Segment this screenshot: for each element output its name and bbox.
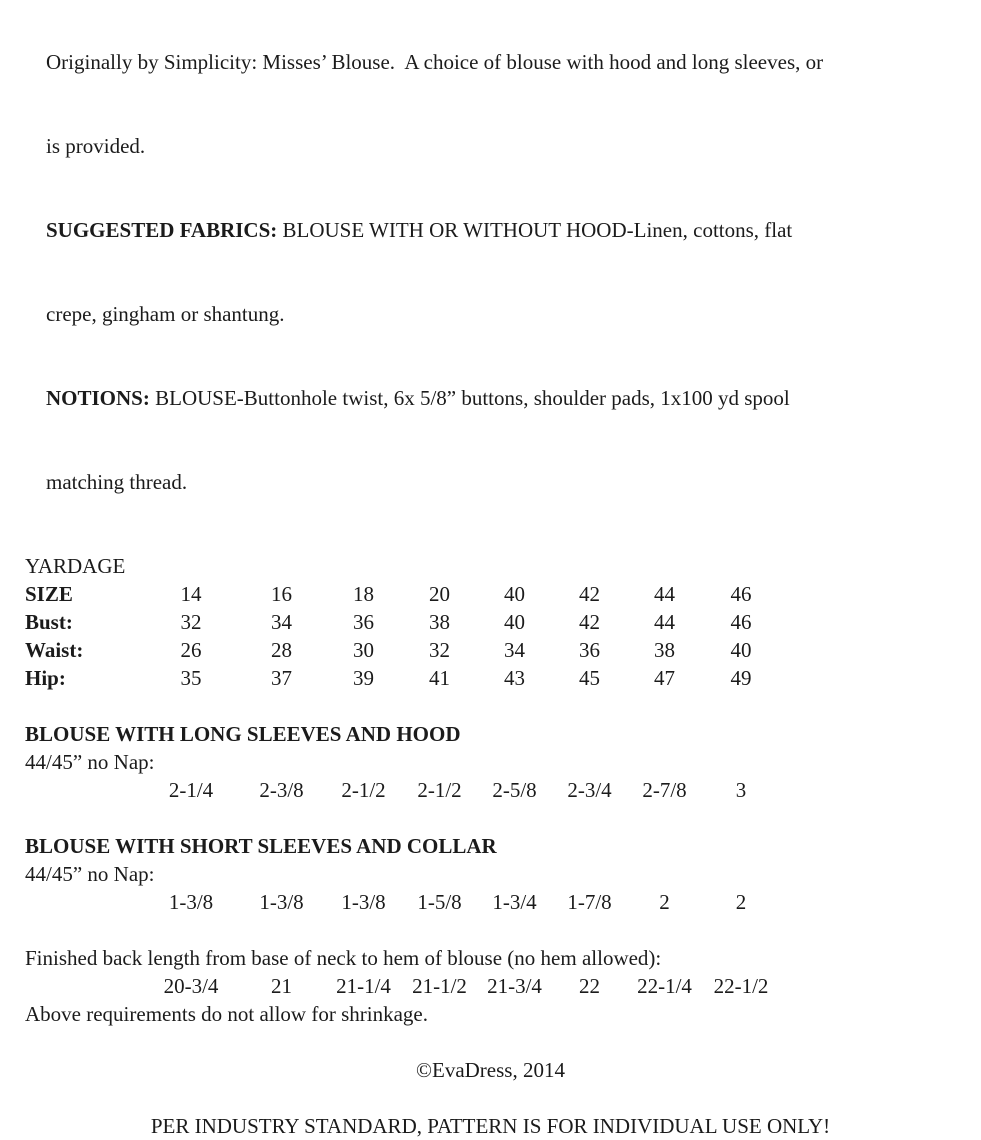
suggested-fabrics-line <box>25 272 956 356</box>
yardage-value: 1-3/4 <box>492 890 537 914</box>
bust-value: 38 <box>429 610 450 634</box>
notions-line <box>25 440 956 524</box>
size-value: 40 <box>504 582 525 606</box>
yardage-value: 2-1/4 <box>168 778 214 802</box>
bust-value: 44 <box>654 610 675 634</box>
notions-label: NOTIONS: <box>46 386 150 410</box>
back-length-value: 21 <box>271 974 292 998</box>
waist-value: 26 <box>180 638 202 662</box>
long-sleeves-yardage-row <box>25 776 956 804</box>
size-value: 14 <box>180 582 202 606</box>
hip-table-row <box>25 664 956 692</box>
size-value: 20 <box>429 582 450 606</box>
size-value: 18 <box>353 582 374 606</box>
row-indent <box>25 972 144 1000</box>
yardage-value: 1-5/8 <box>417 890 462 914</box>
intro-line <box>25 104 956 188</box>
size-value: 16 <box>271 582 292 606</box>
size-table-row <box>25 580 956 608</box>
blank-line <box>25 804 956 832</box>
waist-value: 34 <box>504 638 525 662</box>
hip-row-label: Hip: <box>25 666 66 690</box>
suggested-fabrics-text: crepe, gingham or shantung. <box>46 302 285 326</box>
hip-value: 39 <box>353 666 374 690</box>
blank-line <box>25 524 956 552</box>
blank-line <box>25 692 956 720</box>
license-line: PER INDUSTRY STANDARD, PATTERN IS FOR INDIVIDUAL USE ONLY! <box>150 1114 831 1138</box>
blank-line <box>25 1028 956 1056</box>
waist-value: 40 <box>730 638 752 662</box>
size-row-label: SIZE <box>25 582 73 606</box>
bust-value: 40 <box>504 610 525 634</box>
hip-value: 47 <box>654 666 675 690</box>
hip-value: 35 <box>180 666 202 690</box>
yardage-value: 1-3/8 <box>168 890 214 914</box>
waist-row-label: Waist: <box>25 638 84 662</box>
back-length-value: 21-3/4 <box>487 974 542 998</box>
bust-table-row <box>25 608 956 636</box>
row-indent <box>25 888 144 916</box>
yardage-value: 1-3/8 <box>259 890 304 914</box>
suggested-fabrics-label: SUGGESTED FABRICS: <box>46 218 278 242</box>
yardage-value: 2 <box>735 890 747 914</box>
blank-line <box>25 916 956 944</box>
intro-line-text: is provided. <box>46 134 146 158</box>
blank-line <box>25 1084 956 1112</box>
bust-value: 46 <box>730 610 752 634</box>
waist-value: 30 <box>353 638 374 662</box>
bust-value: 32 <box>180 610 202 634</box>
short-sleeves-collar-heading: BLOUSE WITH SHORT SLEEVES AND COLLAR <box>25 834 497 858</box>
yardage-value: 2-3/4 <box>567 778 612 802</box>
size-value: 46 <box>730 582 752 606</box>
bust-value: 36 <box>353 610 374 634</box>
short-sleeves-fabric-width-label: 44/45” no Nap: <box>25 862 155 886</box>
notions-line <box>25 356 956 440</box>
yardage-value: 2-3/8 <box>259 778 304 802</box>
copyright-line: ©EvaDress, 2014 <box>416 1058 565 1082</box>
size-value: 42 <box>579 582 600 606</box>
yardage-value: 2-1/2 <box>341 778 386 802</box>
bust-value: 34 <box>271 610 292 634</box>
bust-value: 42 <box>579 610 600 634</box>
yardage-heading: YARDAGE <box>25 554 126 578</box>
back-length-value: 21-1/4 <box>336 974 391 998</box>
long-sleeves-fabric-width-label: 44/45” no Nap: <box>25 750 155 774</box>
shrinkage-note: Above requirements do not allow for shrinkage. <box>25 1002 428 1026</box>
back-length-value: 22-1/2 <box>713 974 769 998</box>
waist-value: 28 <box>271 638 292 662</box>
hip-value: 41 <box>429 666 450 690</box>
hip-value: 49 <box>730 666 752 690</box>
waist-table-row <box>25 636 956 664</box>
size-value: 44 <box>654 582 675 606</box>
long-sleeves-hood-heading: BLOUSE WITH LONG SLEEVES AND HOOD <box>25 722 461 746</box>
back-length-value: 22 <box>579 974 600 998</box>
waist-value: 38 <box>654 638 675 662</box>
yardage-value: 2-1/2 <box>417 778 462 802</box>
hip-value: 43 <box>504 666 525 690</box>
suggested-fabrics-text: BLOUSE WITH OR WITHOUT HOOD-Linen, cottons, flat <box>277 218 793 242</box>
hip-value: 37 <box>271 666 292 690</box>
back-length-value: 21-1/2 <box>412 974 467 998</box>
waist-value: 36 <box>579 638 600 662</box>
suggested-fabrics-line <box>25 188 956 272</box>
yardage-value: 2 <box>659 890 670 914</box>
yardage-value: 3 <box>735 778 747 802</box>
hip-value: 45 <box>579 666 600 690</box>
yardage-value: 1-7/8 <box>567 890 612 914</box>
intro-line-text: Originally by Simplicity: Misses’ Blouse. A choice of blouse with hood and long sleeves, or <box>46 50 824 74</box>
short-sleeves-yardage-row <box>25 888 956 916</box>
yardage-value: 2-7/8 <box>642 778 687 802</box>
notions-text: BLOUSE-Buttonhole twist, 6x 5/8” buttons, shoulder pads, 1x100 yd spool <box>149 386 790 410</box>
back-length-intro: Finished back length from base of neck to hem of blouse (no hem allowed): <box>25 946 662 970</box>
bust-row-label: Bust: <box>25 610 73 634</box>
waist-value: 32 <box>429 638 450 662</box>
intro-line <box>25 20 956 104</box>
yardage-value: 1-3/8 <box>341 890 386 914</box>
row-indent <box>25 776 144 804</box>
notions-text: matching thread. <box>46 470 188 494</box>
back-length-value: 20-3/4 <box>163 974 219 998</box>
back-length-value: 22-1/4 <box>637 974 692 998</box>
yardage-value: 2-5/8 <box>492 778 537 802</box>
back-length-values-row <box>25 972 956 1000</box>
